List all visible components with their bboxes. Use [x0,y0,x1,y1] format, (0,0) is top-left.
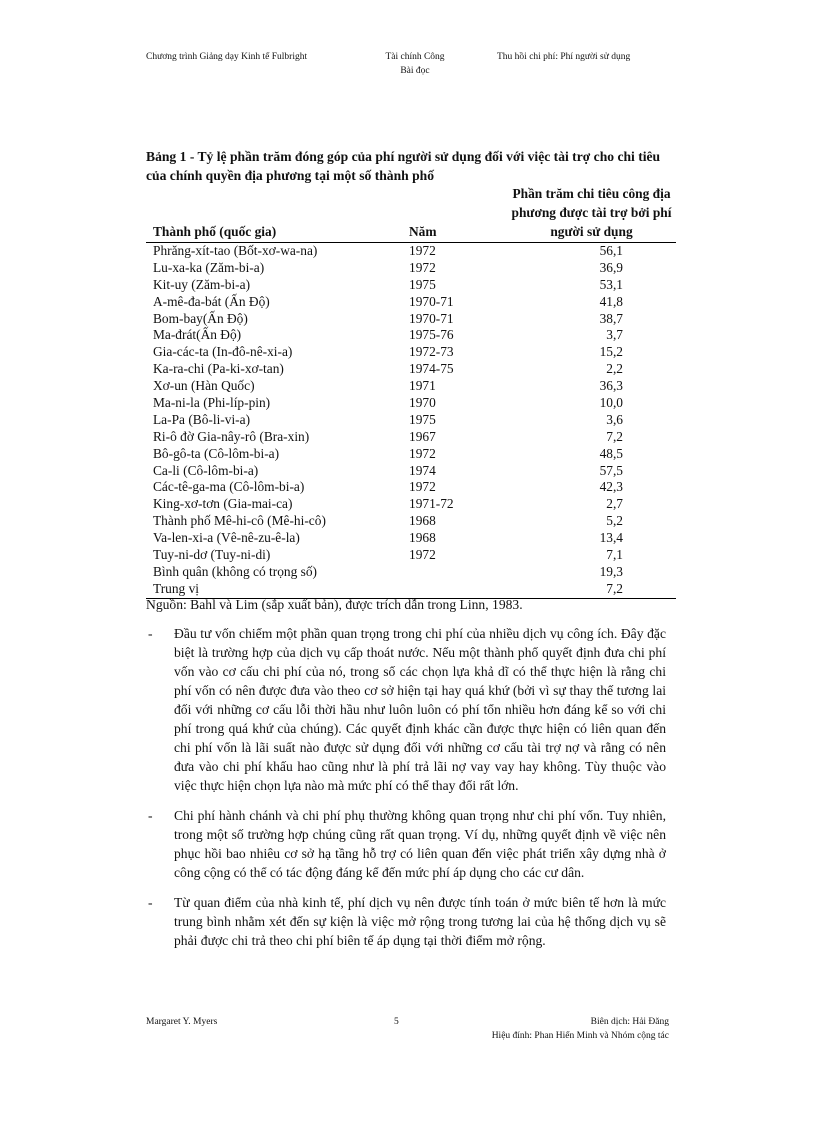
footer-editor: Hiệu đính: Phan Hiển Minh và Nhóm cộng tác [491,1031,669,1041]
cell-city: Ma-ni-la (Phi-líp-pin) [153,395,271,411]
table-row [146,311,676,328]
table-row [146,581,676,598]
table-row [146,463,676,480]
cell-city: King-xơ-tơn (Gia-mai-ca) [153,496,293,512]
table-row [146,479,676,496]
cell-year: 1972 [409,259,436,275]
cell-year: 1975 [409,411,436,427]
cell-year: 1970-71 [409,293,454,309]
cell-year: 1972 [409,445,436,461]
table-row [146,547,676,564]
table-row [146,496,676,513]
cell-city: Bô-gô-ta (Cô-lôm-bi-a) [153,445,280,461]
cell-year: 1968 [409,513,436,529]
bullet-item [124,893,666,950]
bullet-list [146,624,666,961]
cell-city: Ca-li (Cô-lôm-bi-a) [153,462,259,478]
cell-percent: 36,9 [599,259,623,275]
table-row [146,530,676,547]
cell-percent: 2,7 [606,496,623,512]
cell-percent: 2,2 [606,361,623,377]
cell-city: Thành phố Mê-hi-cô (Mê-hi-cô) [153,513,326,529]
cell-city: Tuy-ni-dơ (Tuy-ni-di) [153,547,271,563]
cell-year: 1971-72 [409,496,454,512]
header-course-title: Tài chính Công [385,52,445,62]
header-program: Chương trình Giảng dạy Kinh tế Fulbright [146,52,308,62]
cell-percent: 57,5 [599,462,623,478]
cell-city: Ri-ô đờ Gia-nây-rô (Bra-xin) [153,428,310,444]
cell-percent: 7,2 [507,581,676,598]
table-row [146,327,676,344]
table-body [146,243,676,599]
cell-city: Ma-đrát(Ấn Độ) [153,327,242,343]
table-row [146,361,676,378]
bullet-item [124,806,666,882]
cell-year: 1972-73 [409,344,454,360]
cell-percent: 56,1 [599,243,623,258]
cell-year [409,581,507,598]
table-row [146,243,676,260]
cell-city: Gia-các-ta (In-đô-nê-xi-a) [153,344,293,360]
cell-percent: 48,5 [599,445,623,461]
cell-percent: 13,4 [599,530,623,546]
page-number: 5 [394,1017,399,1027]
cell-year: 1972 [409,479,436,495]
cell-year: 1971 [409,378,436,394]
table-row [146,277,676,294]
cell-city: Bom-bay(Ấn Độ) [153,310,248,326]
column-header-city: Thành phố (quốc gia) [153,224,277,239]
cell-year: 1975 [409,276,436,292]
column-header-percent: Phần trăm chi tiêu công địa phương được tài trợ bởi phí người sử dụng [511,186,672,239]
cell-percent: 15,2 [599,344,623,360]
cell-city: Va-len-xi-a (Vê-nê-zu-ê-la) [153,530,300,546]
header-course [360,50,470,78]
cell-percent: 7,1 [606,547,623,563]
bullet-text: Chi phí hành chánh và chi phí phụ thường không quan trọng như chi phí vốn. Tuy nhiên, trong một số trường hợp chúng cũng rất quan trọng. Ví dụ, những quyết định về việc nên phục hồi bao nhiêu cơ sở hạ tầng hỗ trợ có liên quan đến việc phát triển xây dựng nhà ở công cộng có thể có tác động đáng kể đến mức phí áp dụng cho các cư dân. [174,808,666,880]
cell-year: 1972 [409,243,436,258]
cell-percent: 7,2 [606,428,623,444]
cell-percent: 5,2 [606,513,623,529]
cell-city: Bình quân (không có trọng số) [153,563,318,579]
table-row [146,446,676,463]
cell-percent: 36,3 [599,378,623,394]
bullet-dash: - [148,626,153,641]
cell-city: Kit-uy (Zăm-bi-a) [153,276,251,292]
cell-percent: 53,1 [599,276,623,292]
bullet-text: Đầu tư vốn chiếm một phần quan trọng trong chi phí của nhiều dịch vụ công ích. Đây đặc biệt là trường hợp của dịch vụ cấp thoát nước. Nếu một thành phố quyết định đưa chi phí vốn vào cơ cấu chi phí của nó, trong số các chọn lựa khả dĩ có thể thực hiện là rằng chi phí vốn có nên được đưa vào theo cơ sở hiện tại hay quá khứ (bởi vì sự thay thế tương lai đối với những cơ cấu lỗi thời hầu như luôn luôn có phí tổn nhiều hơn đáng kể so với chi phí trong quá khứ của chúng). Các quyết định khác cần được thực hiện có liên quan đến chi phí vốn là lãi suất nào được sử dụng đối với những cơ cấu tài trợ nợ và rằng có nên đưa vào chi phí khấu hao cũng như là phí trả lãi nợ vay vay hay không. Tùy thuộc vào việc thực hiện chọn lựa nào mà mức phí có thể thay đổi rất lớn. [174,626,666,793]
table-row [146,260,676,277]
cell-city: Ka-ra-chi (Pa-ki-xơ-tan) [153,361,284,377]
table-title: Bảng 1 - Tỷ lệ phần trăm đóng góp của phí người sử dụng đối với việc tài trợ cho chi tiêu của chính quyền địa phương tại một số thành phố [146,149,661,183]
cell-percent: 41,8 [599,293,623,309]
bullet-dash: - [148,895,153,910]
cell-year [409,564,507,581]
table-row [146,294,676,311]
table-row [146,513,676,530]
footer-credits [470,1015,669,1043]
cell-year: 1970-71 [409,310,454,326]
cell-year: 1974 [409,462,436,478]
cell-city: La-Pa (Bô-li-vi-a) [153,411,251,427]
cell-percent: 38,7 [599,310,623,326]
header-course-subtitle: Bài đọc [400,66,430,76]
footer-author: Margaret Y. Myers [146,1017,218,1027]
cell-year: 1967 [409,428,436,444]
cell-city: Lu-xa-ka (Zăm-bi-a) [153,259,265,275]
cell-percent: 10,0 [599,395,623,411]
cell-year: 1970 [409,395,436,411]
table-source: Nguồn: Bahl và Lim (sắp xuất bản), được trích dẫn trong Linn, 1983. [146,597,523,612]
cell-city: Phrăng-xít-tao (Bốt-xơ-wa-na) [153,243,318,258]
table-header-row [146,184,676,243]
cell-city: Các-tê-ga-ma (Cô-lôm-bi-a) [153,479,305,495]
table-row [146,564,676,581]
table-row [146,344,676,361]
cell-percent: 42,3 [599,479,623,495]
cell-city: Trung vị [146,581,409,598]
bullet-item [124,624,666,795]
cell-city: A-mê-đa-bát (Ấn Độ) [153,293,270,309]
cell-percent: 3,7 [606,327,623,343]
cell-city: Xơ-un (Hàn Quốc) [153,378,255,394]
cell-year: 1968 [409,530,436,546]
cell-percent: 3,6 [606,411,623,427]
table-row [146,412,676,429]
bullet-text: Từ quan điểm của nhà kinh tế, phí dịch vụ nên được tính toán ở mức biên tế hơn là mức trung bình nhằm xét đến sự kiện là việc mở rộng trong tương lai của hệ thống dịch vụ sẽ phải được chi trả theo chi phí biên tế áp dụng tại thời điểm mở rộng. [174,895,666,948]
data-table [146,184,676,599]
footer-translator: Biên dịch: Hải Đăng [590,1017,669,1027]
cell-percent: 19,3 [599,563,623,579]
cell-year: 1972 [409,547,436,563]
header-chapter: Thu hồi chi phí: Phí người sử dụng [497,52,631,62]
table-row [146,378,676,395]
cell-year: 1975-76 [409,327,454,343]
column-header-year: Năm [409,224,437,239]
table-row [146,395,676,412]
bullet-dash: - [148,808,153,823]
table-row [146,429,676,446]
cell-year: 1974-75 [409,361,454,377]
